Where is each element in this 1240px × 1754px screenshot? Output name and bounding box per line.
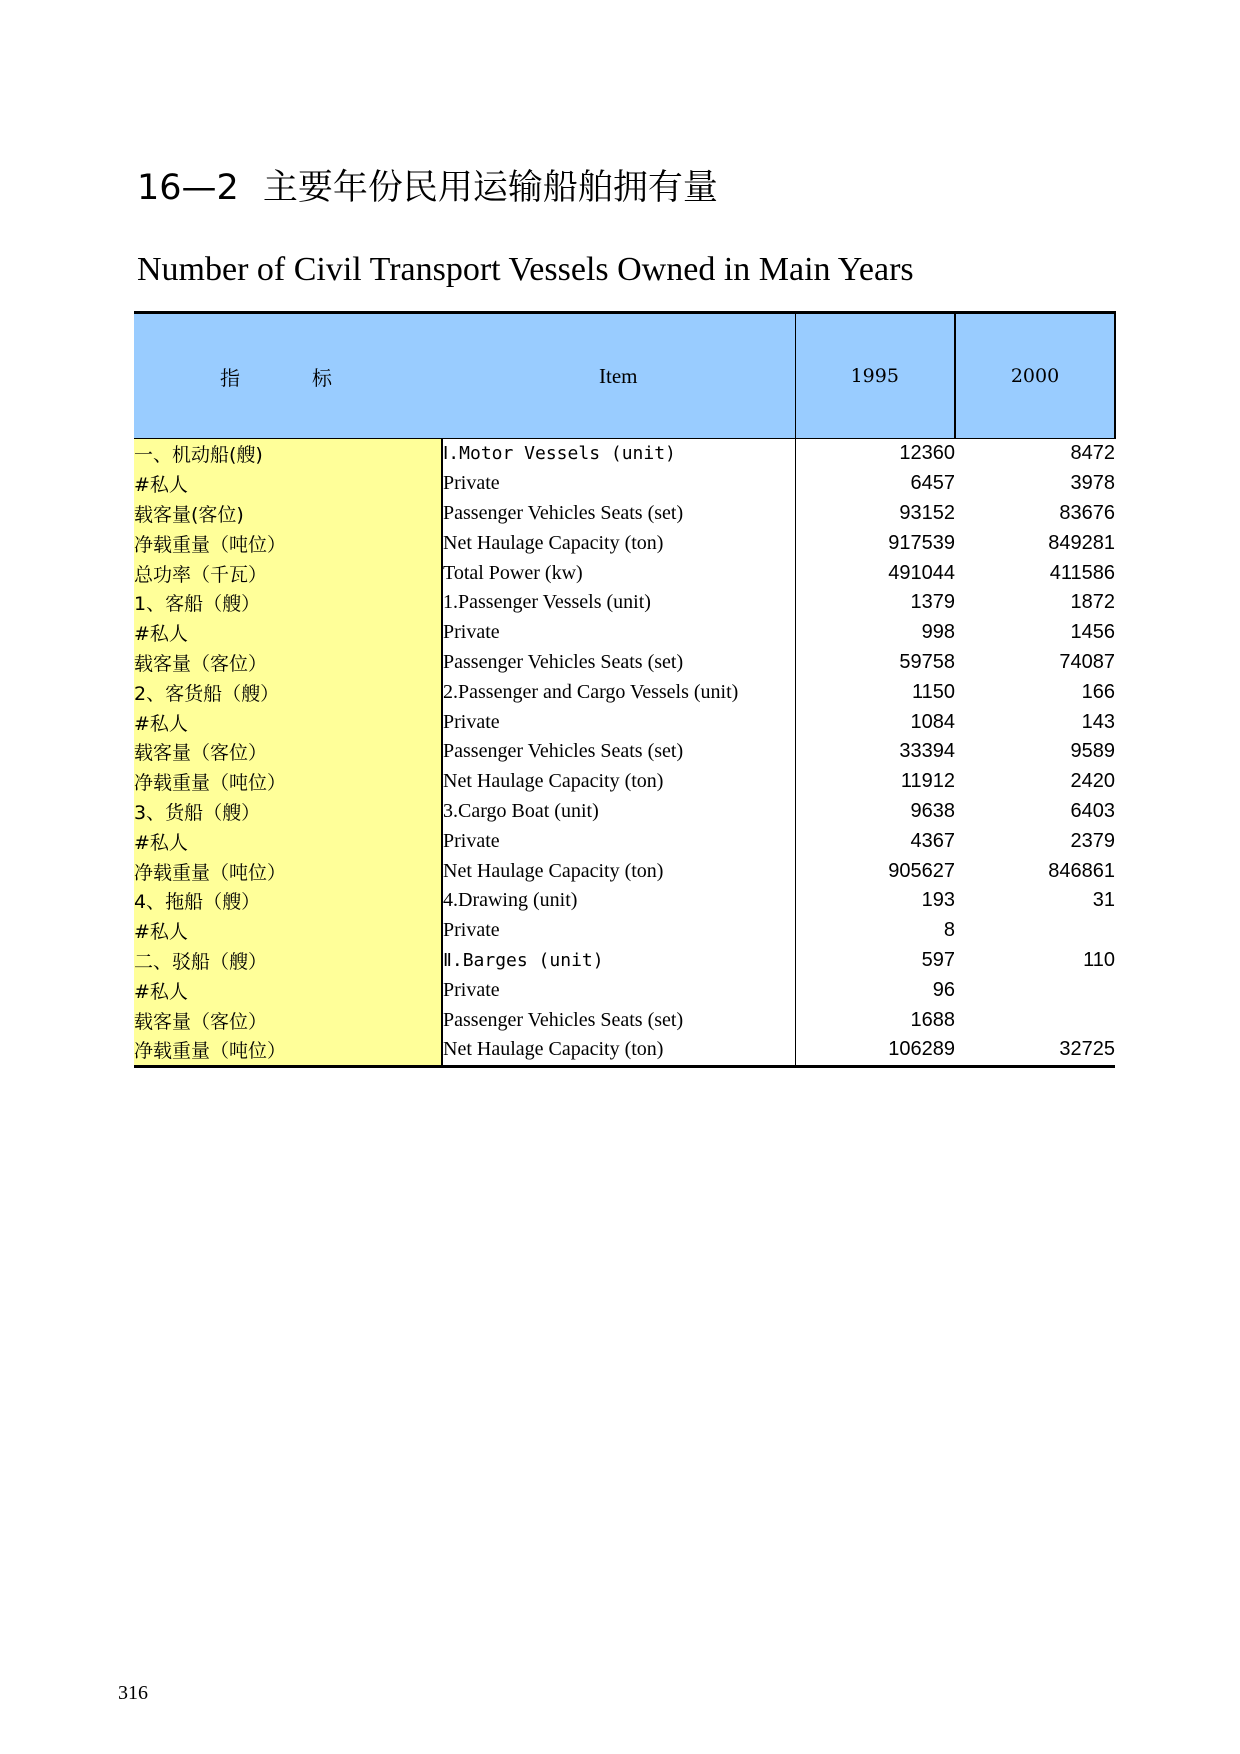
- cell-en: Passenger Vehicles Seats (set): [442, 737, 795, 767]
- table-row: [134, 677, 1115, 707]
- table-row: [134, 499, 1115, 529]
- table-header-row: [134, 313, 1115, 439]
- cell-cn: 2、客货船（艘）: [134, 677, 442, 707]
- table-row: [134, 797, 1115, 827]
- cell-en: Passenger Vehicles Seats (set): [442, 648, 795, 678]
- table-row: [134, 946, 1115, 976]
- table-row: [134, 469, 1115, 499]
- cell-1995: 59758: [899, 650, 955, 673]
- cell-1995: 4367: [910, 829, 955, 852]
- cell-en: Ⅰ.Motor Vessels (unit): [442, 439, 795, 469]
- cell-1995: 1688: [910, 1008, 955, 1031]
- cell-en: Private: [442, 707, 795, 737]
- cell-2000: 74087: [1059, 650, 1115, 673]
- cell-cn: #私人: [134, 916, 442, 946]
- cell-en: Private: [442, 826, 795, 856]
- cell-2000: [955, 975, 1115, 1005]
- table-row: [134, 618, 1115, 648]
- cell-2000: [955, 1005, 1115, 1035]
- cell-cn: 一、机动船(艘): [134, 439, 442, 469]
- header-indicator-cn: 指 标: [134, 313, 442, 439]
- cell-2000: 143: [1081, 710, 1115, 733]
- cell-2000: 2379: [1070, 829, 1115, 852]
- cell-en: Private: [442, 469, 795, 499]
- cell-1995: 998: [921, 621, 955, 644]
- cell-en: Private: [442, 975, 795, 1005]
- cell-1995: 9638: [910, 799, 955, 822]
- cell-en: Passenger Vehicles Seats (set): [442, 499, 795, 529]
- page-number: 316: [118, 1682, 148, 1704]
- cell-1995: 6457: [910, 472, 955, 495]
- cell-en: Net Haulage Capacity (ton): [442, 767, 795, 797]
- cell-2000: [955, 916, 1115, 946]
- cell-1995: 597: [921, 948, 955, 971]
- cell-2000: 1456: [1070, 621, 1115, 644]
- cell-1995: 93152: [899, 501, 955, 524]
- cell-2000: 31: [1092, 889, 1115, 912]
- cell-1995: 1084: [910, 710, 955, 733]
- cell-2000: 9589: [1070, 740, 1115, 763]
- cell-2000: 110: [1083, 948, 1115, 971]
- cell-en: Net Haulage Capacity (ton): [442, 856, 795, 886]
- cell-1995: 1150: [911, 680, 955, 703]
- cell-2000: 2420: [1070, 770, 1115, 793]
- cell-cn: 净载重量（吨位）: [134, 856, 442, 886]
- cell-cn: #私人: [134, 975, 442, 1005]
- cell-2000: 3978: [1070, 472, 1115, 495]
- cell-1995: 193: [921, 889, 955, 912]
- cell-cn: 1、客船（艘）: [134, 588, 442, 618]
- cell-2000: 849281: [1048, 531, 1115, 554]
- cell-cn: 载客量（客位）: [134, 737, 442, 767]
- table-row: [134, 826, 1115, 856]
- cell-en: Net Haulage Capacity (ton): [442, 1035, 795, 1066]
- table-row: [134, 737, 1115, 767]
- cell-cn: #私人: [134, 707, 442, 737]
- table-row: [134, 975, 1115, 1005]
- cell-en: Ⅱ.Barges (unit): [442, 946, 795, 976]
- table-row: [134, 916, 1115, 946]
- cell-en: Total Power (kw): [442, 558, 795, 588]
- table-row: [134, 767, 1115, 797]
- cell-cn: 净载重量（吨位）: [134, 1035, 442, 1066]
- page-title-english: Number of Civil Transport Vessels Owned in Main Years: [137, 251, 914, 288]
- table-row: [134, 1035, 1115, 1066]
- cell-2000: 411586: [1049, 561, 1115, 584]
- cell-2000: 166: [1081, 680, 1115, 703]
- cell-en: Private: [442, 916, 795, 946]
- header-year-2000: 2000: [955, 313, 1115, 439]
- cell-1995: 491044: [888, 561, 955, 584]
- cell-cn: #私人: [134, 826, 442, 856]
- cell-1995: 1379: [910, 591, 955, 614]
- table-row: [134, 707, 1115, 737]
- cell-1995: 905627: [888, 859, 955, 882]
- table-row: [134, 1005, 1115, 1035]
- table-number: 16—2: [137, 168, 239, 208]
- page-title-chinese: [137, 160, 718, 210]
- table-row: [134, 439, 1115, 469]
- cell-cn: 净载重量（吨位）: [134, 767, 442, 797]
- cell-2000: 1872: [1070, 591, 1115, 614]
- cell-1995: 917539: [888, 531, 955, 554]
- cell-cn: 3、货船（艘）: [134, 797, 442, 827]
- cell-1995: 12360: [899, 442, 955, 465]
- cell-cn: 二、驳船（艘）: [134, 946, 442, 976]
- cell-en: 1.Passenger Vessels (unit): [442, 588, 795, 618]
- cell-en: 3.Cargo Boat (unit): [442, 797, 795, 827]
- cell-2000: 6403: [1070, 799, 1115, 822]
- table-row: [134, 588, 1115, 618]
- cell-1995: 33394: [899, 740, 955, 763]
- table-row: [134, 856, 1115, 886]
- cell-en: Passenger Vehicles Seats (set): [442, 1005, 795, 1035]
- header-year-1995: 1995: [795, 313, 955, 439]
- cell-en: Private: [442, 618, 795, 648]
- cell-cn: 载客量(客位): [134, 499, 442, 529]
- cell-2000: 83676: [1059, 501, 1115, 524]
- cell-1995: 8: [943, 919, 955, 942]
- header-item: Item: [442, 313, 795, 439]
- cell-en: Net Haulage Capacity (ton): [442, 528, 795, 558]
- cell-cn: 载客量（客位）: [134, 648, 442, 678]
- cell-cn: 4、拖船（艘）: [134, 886, 442, 916]
- vessels-table: [134, 311, 1116, 1068]
- table-row: [134, 648, 1115, 678]
- cell-cn: #私人: [134, 618, 442, 648]
- table-row: [134, 558, 1115, 588]
- cell-cn: 净载重量（吨位）: [134, 528, 442, 558]
- cell-2000: 846861: [1048, 859, 1115, 882]
- cell-en: 2.Passenger and Cargo Vessels (unit): [442, 677, 795, 707]
- table-row: [134, 886, 1115, 916]
- cell-cn: #私人: [134, 469, 442, 499]
- cell-2000: 32725: [1059, 1038, 1115, 1061]
- title-chinese-text: 主要年份民用运输船舶拥有量: [262, 168, 718, 208]
- cell-1995: 96: [932, 978, 955, 1001]
- cell-2000: 8472: [1070, 442, 1115, 465]
- cell-1995: 106289: [888, 1038, 955, 1061]
- cell-1995: 11912: [900, 770, 955, 793]
- cell-cn: 载客量（客位）: [134, 1005, 442, 1035]
- cell-cn: 总功率（千瓦）: [134, 558, 442, 588]
- cell-en: 4.Drawing (unit): [442, 886, 795, 916]
- table-row: [134, 528, 1115, 558]
